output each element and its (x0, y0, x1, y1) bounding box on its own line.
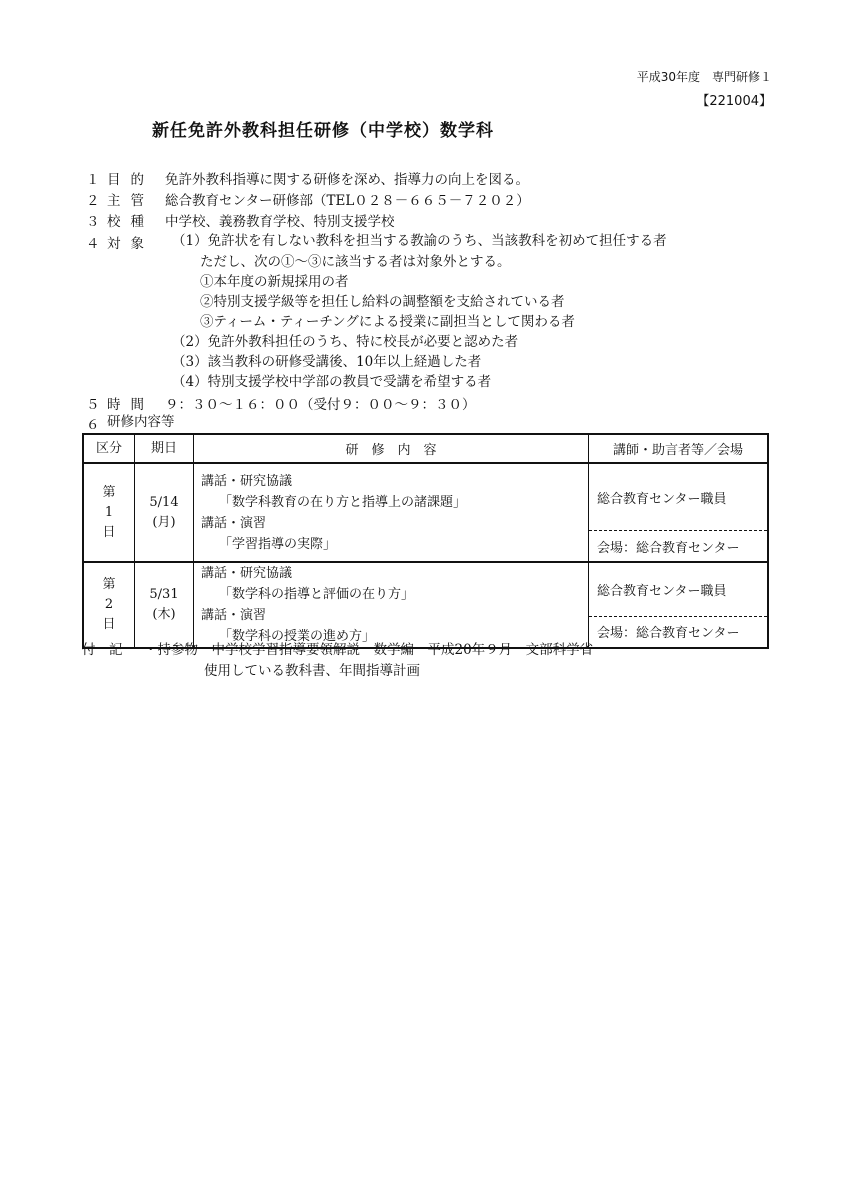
school-number: ３ (86, 214, 100, 230)
school-value: 中学校、義務教育学校、特別支援学校 (165, 214, 395, 230)
day-2-venue: 会場：総合教育センター (589, 616, 769, 648)
day-1-kubun-char1: 第 (102, 484, 116, 500)
target-item-2: （2）免許外教科担任のうち、特に校長が必要と認めた者 (172, 334, 519, 350)
fiscal-year-label: 平成30年度 専門研修１ (636, 70, 772, 84)
target-label: 対象 (107, 236, 154, 252)
day-1-content-1-type: 講話・研究協議 (201, 473, 293, 489)
time-number: ５ (86, 397, 100, 413)
day-1-content-2-title: 「学習指導の実際」 (219, 536, 337, 552)
notes-belongings: ・持参物 中学校学習指導要領解説 数学編 平成20年９月 文部科学省 (144, 642, 594, 658)
purpose-label: 目的 (107, 172, 154, 188)
target-exclusion-3: ③ティーム・ティーチングによる授業に副担当として関わる者 (200, 314, 575, 330)
day-1-content-2-type: 講話・演習 (201, 515, 267, 531)
table-header-row (83, 434, 768, 463)
day-1-kubun (83, 463, 135, 562)
day-1-date (135, 463, 194, 562)
notes-label: 付 記 (82, 642, 123, 658)
header-kubun: 区分 (83, 434, 135, 463)
table-row (83, 562, 768, 616)
target-item-1: （1）免許状を有しない教科を担当する教諭のうち、当該教科を初めて担任する者 (172, 233, 667, 249)
target-number: ４ (86, 236, 100, 252)
organizer-label: 主管 (107, 193, 154, 209)
target-item-3: （3）該当教科の研修受講後、10年以上経過した者 (172, 354, 482, 370)
day-1-weekday: (月) (152, 514, 176, 530)
target-item-1-note: ただし、次の①～③に該当する者は対象外とする。 (200, 254, 511, 270)
time-value: ９：３０～１６：００（受付９：００～９：３０） (165, 397, 476, 413)
header-content: 研 修 内 容 (194, 434, 589, 463)
target-exclusion-2: ②特別支援学級等を担任し給料の調整額を支給されている者 (200, 294, 565, 310)
target-item-4: （4）特別支援学校中学部の教員で受講を希望する者 (172, 374, 492, 390)
day-2-content-2-title: 「数学科の授業の進め方」 (219, 629, 376, 644)
contents-heading: 研修内容等 (107, 414, 175, 430)
time-label: 時間 (107, 397, 154, 413)
day-2-weekday: (木) (152, 607, 176, 622)
day-2-date (135, 562, 194, 648)
document-title: 新任免許外教科担任研修（中学校）数学科 (152, 121, 494, 141)
day-2-date-value: 5/31 (149, 587, 179, 602)
day-1-kubun-char2: 1 (104, 504, 114, 520)
purpose-number: １ (86, 172, 100, 188)
notes-line-2: 使用している教科書、年間指導計画 (204, 663, 420, 679)
day-1-kubun-char3: 日 (102, 524, 116, 540)
header-lecturer: 講師・助言者等／会場 (589, 434, 769, 463)
day-2-kubun (83, 562, 135, 648)
school-label: 校種 (107, 214, 154, 230)
header-date: 期日 (135, 434, 194, 463)
day-1-content-1-title: 「数学科教育の在り方と指導上の諸課題」 (219, 494, 467, 510)
day-1-venue: 会場：総合教育センター (589, 531, 769, 563)
purpose-value: 免許外教科指導に関する研修を深め、指導力の向上を図る。 (165, 172, 529, 188)
day-2-content-2-type: 講話・演習 (201, 608, 267, 623)
day-2-content (194, 562, 589, 648)
schedule-table (82, 433, 769, 649)
notes-line-1 (82, 638, 593, 658)
organizer-value: 総合教育センター研修部（TEL０２８－６６５－７２０２） (165, 193, 530, 209)
organizer-number: ２ (86, 193, 100, 209)
day-2-lecturer: 総合教育センター職員 (589, 562, 769, 616)
day-1-date-value: 5/14 (149, 494, 179, 510)
day-2-content-1-type: 講話・研究協議 (201, 566, 293, 581)
day-2-content-1-title: 「数学科の指導と評価の在り方」 (219, 587, 415, 602)
contents-number: ６ (86, 417, 100, 433)
day-1-content (194, 463, 589, 562)
day-1-lecturer: 総合教育センター職員 (589, 463, 769, 531)
day-2-kubun-char2: 2 (104, 597, 114, 612)
table-row (83, 463, 768, 531)
course-code: 【221004】 (696, 94, 772, 109)
day-2-kubun-char3: 日 (102, 617, 116, 632)
day-2-kubun-char1: 第 (102, 577, 116, 592)
target-exclusion-1: ①本年度の新規採用の者 (200, 274, 349, 290)
